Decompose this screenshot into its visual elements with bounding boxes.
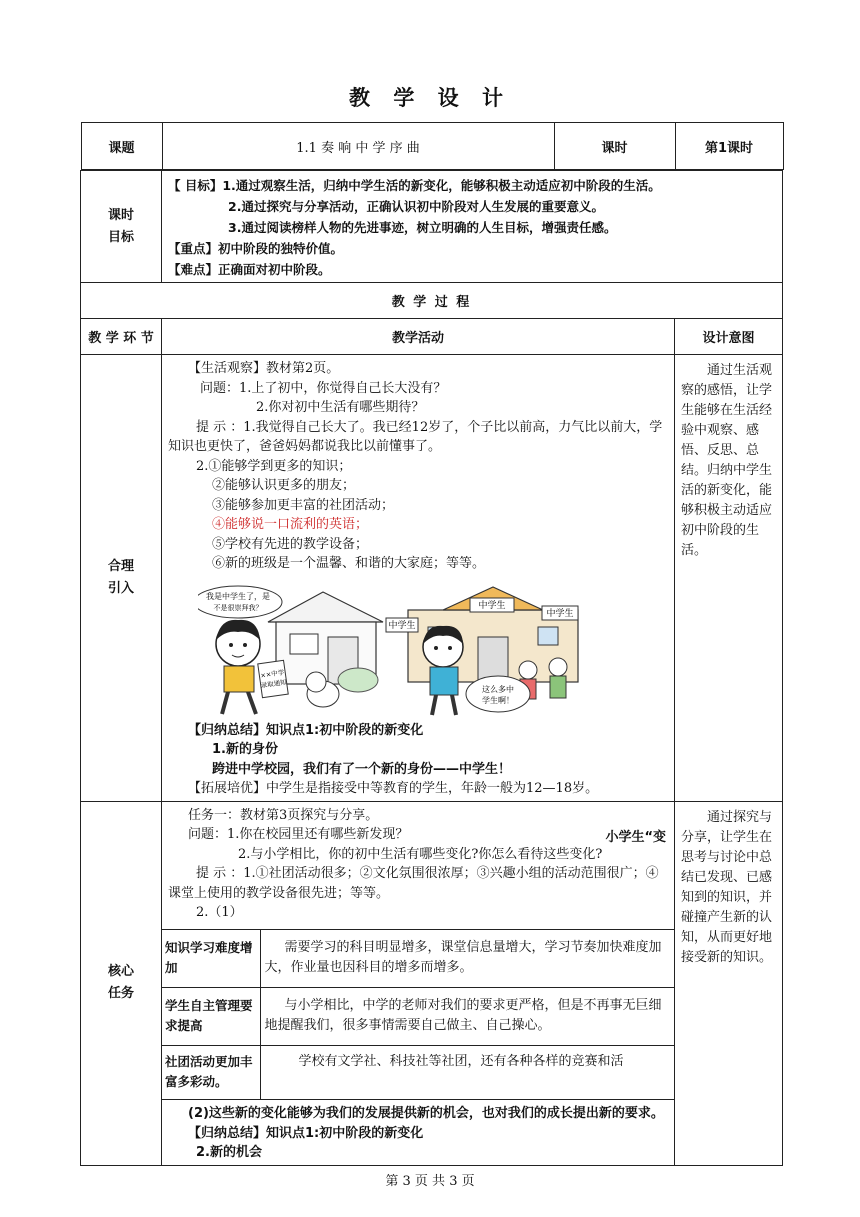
cartoon-svg	[198, 582, 678, 717]
letter-text: ××中学	[259, 667, 285, 680]
changes-row-text: 与小学相比，中学的老师对我们的要求更严格，但是不再事无巨细地提醒我们，很多事情需要自己做主、自己操心。	[260, 987, 674, 1045]
core-summary: 【归纳总结】知识点1:初中阶段的新变化	[188, 1125, 424, 1141]
goals-label: 课时 目标	[81, 171, 162, 283]
core-hint: 提 示 ：1.①社团活动很多；②文化氛围很浓厚；③兴趣小组的活动范围很广；④课堂上使用的教学设备很先进；等等。	[168, 866, 659, 901]
sign-right: 中学生	[546, 608, 574, 619]
intro-line: 问题：1.上了初中，你觉得自己长大没有？	[200, 380, 447, 396]
goal-line-1: 【 目标】1.通过观察生活，归纳中学生活的新变化，能够积极主动适应初中阶段的生活。	[168, 178, 661, 193]
bubble-right-text-2: 学生啊！	[482, 695, 514, 705]
core-line: 2.与小学相比，你的初中生活有哪些变化?你怎么看待这些变化?	[238, 846, 603, 862]
period-label: 课时	[554, 123, 675, 170]
changes-row-text: 学校有文学社、科技社等社团，还有各种各样的竞赛和活	[260, 1045, 674, 1099]
intro-activity	[162, 355, 675, 802]
intent-core	[675, 801, 783, 1165]
process-title: 教 学 过 程	[81, 283, 783, 319]
intro-line: 【生活观察】教材第2页。	[188, 361, 340, 376]
stage-intro: 合理 引入	[81, 355, 162, 802]
difficult-point: 【难点】正确面对初中阶段。	[168, 262, 331, 277]
intent-intro	[675, 355, 783, 802]
core-conclusion: (2)这些新的变化能够为我们的发展提供新的机会，也对我们的成长提出新的要求。	[188, 1106, 664, 1121]
goals-content	[162, 171, 783, 283]
bubble-left-text-2: 不是很崇拜我？	[213, 603, 263, 612]
stage-core: 核心 任务	[81, 801, 162, 1165]
intro-line: ④能够说一口流利的英语；	[212, 517, 369, 532]
lesson-plan-table	[80, 122, 783, 1166]
intro-line: ⑥新的班级是一个温馨、和谐的大家庭；等等。	[212, 556, 486, 571]
goal-line-3: 3.通过阅读榜样人物的先进事迹，树立明确的人生目标，增强责任感。	[228, 220, 617, 235]
core-line: 问题：1.你在校园里还有哪些新发现？	[188, 827, 409, 842]
summary-line: 跨进中学校园，我们有了一个新的身份——中学生！	[212, 761, 512, 777]
key-point: 【重点】初中阶段的独特价值。	[168, 241, 344, 256]
intro-hint: 提 示 ：1.我觉得自己长大了。我已经12岁了，个子比以前高，力气比以前大，学知识也更快了，爸爸妈妈都说我比以前懂事了。	[168, 419, 663, 454]
changes-row-label: 学生自主管理要求提高	[162, 987, 260, 1045]
letter-text-2: 录取通知	[260, 677, 288, 690]
intro-line: ②能够认识更多的朋友；	[212, 478, 356, 493]
core-summary-line: 2.新的机会	[196, 1145, 262, 1160]
sign-mid: 中学生	[478, 600, 506, 611]
core-line: 任务一：教材第3页探究与分享。	[188, 807, 379, 823]
intro-line: ③能够参加更丰富的社团活动；	[212, 497, 395, 513]
intro-line: 2.你对初中生活有哪些期待？	[256, 400, 425, 415]
changes-row-text: 需要学习的科目明显增多，课堂信息量增大，学习节奏加快难度加大，作业量也因科目的增多而增多。	[260, 929, 674, 987]
core-line: 2.（1）	[196, 905, 243, 920]
col-stage: 教 学 环 节	[81, 319, 162, 355]
goal-line-2: 2.通过探究与分享活动，正确认识初中阶段对人生发展的重要意义。	[228, 199, 604, 214]
sign-left: 中学生	[388, 620, 416, 631]
summary-heading: 【归纳总结】知识点1:初中阶段的新变化	[188, 722, 424, 738]
changes-table	[162, 929, 674, 1100]
bubble-left-text: 我是中学生了，是	[206, 591, 270, 601]
topic-label: 课题	[81, 123, 162, 170]
summary-line: 1.新的身份	[212, 742, 278, 757]
changes-row-label: 社团活动更加丰富多彩动。	[162, 1045, 260, 1099]
period-value: 第1课时	[675, 123, 783, 170]
page-footer: 第 3 页 共 3 页	[385, 1174, 475, 1189]
page-title: 教 学 设 计	[349, 86, 511, 110]
intro-line: 2.①能够学到更多的知识；	[196, 458, 352, 474]
changes-row-label: 知识学习难度增加	[162, 929, 260, 987]
cartoon-illustration	[198, 582, 678, 717]
col-intent: 设计意图	[675, 319, 783, 355]
bubble-right-text: 这么多中	[482, 684, 514, 694]
col-activity: 教学活动	[162, 319, 675, 355]
core-side-note: 小学生“变	[605, 829, 666, 845]
intro-line: ⑤学校有先进的教学设备；	[212, 536, 369, 552]
intent-core-text: 通过探究与分享，让学生在思考与讨论中总结已发现、已感知到的知识，并碰撞产生新的认知，从而更好地接受新的知识。	[681, 809, 773, 965]
intent-intro-text: 通过生活观察的感悟，让学生能够在生活经验中观察、感悟、反思、总结。归纳中学生活的新变化，能够积极主动适应初中阶段的生活。	[681, 363, 773, 558]
topic-value: 1.1 奏 响 中 学 序 曲	[162, 123, 554, 170]
core-activity	[162, 801, 675, 1165]
extension-line: 【拓展培优】中学生是指接受中等教育的学生，年龄一般为12—18岁。	[188, 781, 599, 796]
